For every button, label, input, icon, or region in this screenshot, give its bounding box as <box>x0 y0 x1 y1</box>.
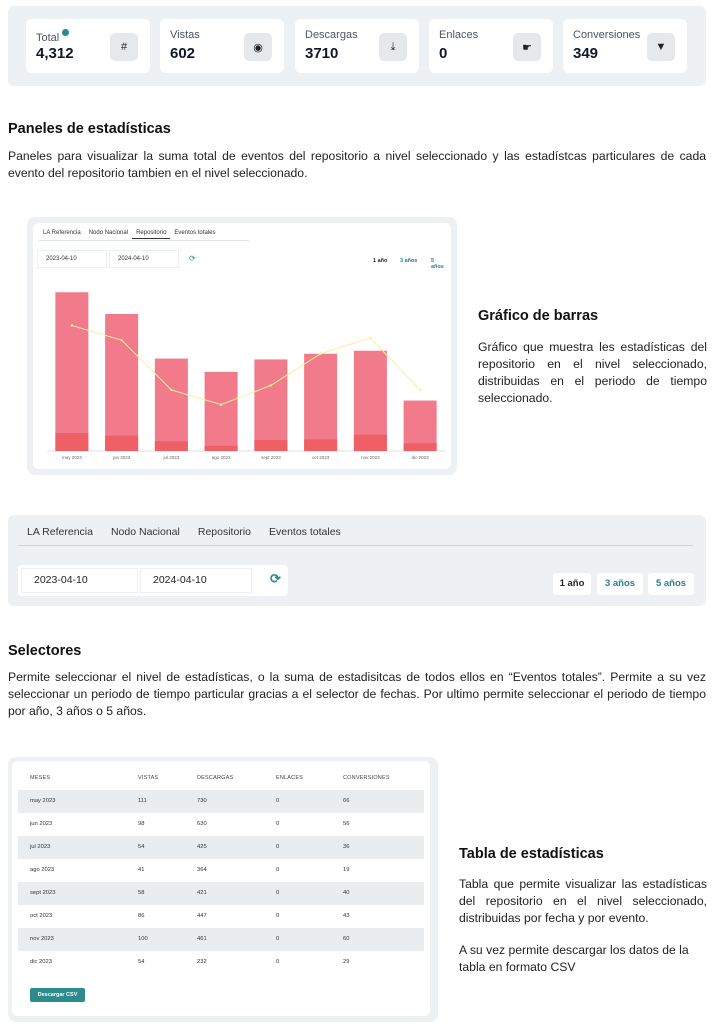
bar-secondary <box>155 441 188 451</box>
stat-label-text: Enlaces <box>439 29 479 41</box>
x-tick-label: may 2023 <box>61 455 82 460</box>
level-tabs <box>18 524 350 546</box>
pointer-icon[interactable]: ☛ <box>513 33 541 61</box>
mini-period-5[interactable]: 5 años <box>427 256 451 272</box>
x-tick-label: dic 2023 <box>411 455 429 460</box>
date-range-picker <box>18 565 288 596</box>
tabs-divider <box>18 545 693 546</box>
stat-value: 349 <box>573 45 599 62</box>
bar-secondary <box>205 446 238 451</box>
period-3-years-button[interactable]: 3 años <box>597 573 643 595</box>
table-cell: 0 <box>276 913 280 919</box>
table-row <box>18 790 424 813</box>
table-cell: jul 2023 <box>30 844 51 850</box>
info-icon[interactable] <box>62 29 69 36</box>
stat-value: 602 <box>170 45 196 62</box>
bar-primary <box>55 292 88 451</box>
bars-title: Gráfico de barras <box>478 308 599 324</box>
table-cell: 60 <box>343 936 350 942</box>
stat-label <box>573 29 640 41</box>
table-cell: ago 2023 <box>30 867 55 873</box>
bar-secondary <box>304 439 337 451</box>
trend-point <box>419 389 421 391</box>
stat-card-total <box>26 19 150 73</box>
table-cell: sept 2023 <box>30 890 56 896</box>
x-tick-label: nov 2023 <box>361 455 380 460</box>
mini-tab-repositorio[interactable]: Repositorio <box>132 228 170 239</box>
table-title: Tabla de estadísticas <box>459 846 604 862</box>
table-cell: nov 2023 <box>30 936 54 942</box>
refresh-icon[interactable]: ⟳ <box>270 571 281 586</box>
bar-chart-card <box>33 223 451 469</box>
bar-primary <box>254 359 287 451</box>
table-row <box>18 951 424 974</box>
trend-point <box>319 353 321 355</box>
stat-card-enlaces <box>429 19 553 73</box>
period-1-year-button[interactable]: 1 año <box>553 573 591 595</box>
mini-period-1[interactable]: 1 año <box>369 256 391 266</box>
eye-icon[interactable]: ◉ <box>244 33 272 61</box>
table-cell: 630 <box>197 821 207 827</box>
stat-label-text: Descargas <box>305 29 358 41</box>
stat-value: 4,312 <box>36 45 74 62</box>
table-row <box>18 882 424 905</box>
stat-value: 3710 <box>305 45 339 62</box>
mini-date-from[interactable]: 2023-04-10 <box>37 250 107 268</box>
tab-nodo-nacional[interactable]: Nodo Nacional <box>110 526 180 538</box>
mini-refresh-icon[interactable]: ⟳ <box>189 254 196 263</box>
table-cell: 56 <box>343 821 350 827</box>
bars-description: Gráfico que muestra les estadísticas del repositorio en el nivel seleccionado, distribuidas en el periodo de tiempo seleccionado. <box>478 340 707 405</box>
table-cell: 421 <box>197 890 207 896</box>
table-cell: 58 <box>138 890 145 896</box>
stat-value: 0 <box>439 45 448 62</box>
bar-chart-preview <box>27 217 457 475</box>
table-cell: 36 <box>343 844 350 850</box>
trend-point <box>71 324 73 326</box>
table-cell: 100 <box>138 936 148 942</box>
table-cell: jun 2023 <box>30 821 53 827</box>
table-description: Tabla que permite visualizar las estadísticas del repositorio en el nivel seleccionado, distribuidas por fecha y por evento. <box>459 877 707 925</box>
table-row <box>18 928 424 951</box>
bar-secondary <box>55 433 88 451</box>
table-header[interactable]: ENLACES <box>276 775 304 781</box>
table-cell: 54 <box>138 959 145 965</box>
table-header[interactable]: MESES <box>30 775 51 781</box>
mini-tab-eventos-totales[interactable]: Eventos totales <box>174 230 216 236</box>
table-header[interactable]: CONVERSIONES <box>343 775 390 781</box>
period-5-years-button[interactable]: 5 años <box>648 573 694 595</box>
bar-primary <box>205 372 238 451</box>
selectors-title: Selectores <box>8 643 82 659</box>
selectors-description: Permite seleccionar el nivel de estadísticas, o la suma de estadisitcas de todos ellos en “Eventos totales”. Permite a su vez seleccionar un periodo de tiempo particular gracias a el selector de fechas. Por ultimo permite seleccionar el periodo de tiempo por año, 3 años o 5 años. <box>8 670 706 718</box>
table-row <box>18 813 424 836</box>
download-file-icon[interactable]: ⤓ <box>379 33 407 61</box>
bar-secondary <box>254 440 287 451</box>
table-cell: may 2023 <box>30 798 56 804</box>
stats-table-card <box>12 761 430 1016</box>
bar-secondary <box>105 436 138 451</box>
mini-level-tabs <box>39 228 219 239</box>
stat-label <box>305 29 358 41</box>
table-cell: 447 <box>197 913 207 919</box>
table-cell: 0 <box>276 844 280 850</box>
x-tick-label: oct 2023 <box>311 455 330 460</box>
table-cell: 0 <box>276 798 280 804</box>
table-cell: 0 <box>276 867 280 873</box>
table-cell: 86 <box>138 913 145 919</box>
mini-tab-la-referencia[interactable]: LA Referencia <box>43 230 81 236</box>
table-row <box>18 859 424 882</box>
stat-card-vistas <box>160 19 284 73</box>
table-row <box>18 836 424 859</box>
bar-primary <box>155 359 188 451</box>
stat-card-conversiones <box>563 19 687 73</box>
table-cell: 364 <box>197 867 207 873</box>
tab-la-referencia[interactable]: LA Referencia <box>27 526 93 538</box>
table-cell: 0 <box>276 890 280 896</box>
trend-point <box>369 337 371 339</box>
bar-primary <box>105 314 138 451</box>
stats-table-preview <box>8 757 438 1022</box>
table-cell: 40 <box>343 890 350 896</box>
table-cell: 29 <box>343 959 350 965</box>
stat-label-text: Total <box>36 32 60 44</box>
stats-panel <box>8 6 706 86</box>
table-cell: 54 <box>138 844 145 850</box>
panels-description: Paneles para visualizar la suma total de eventos del repositorio a nivel seleccionado y las estadístcas particulares de cada evento del repositorio tambien en el nivel seleccionado. <box>8 149 706 180</box>
mini-period-3[interactable]: 3 años <box>396 256 421 266</box>
table-cell: 232 <box>197 959 207 965</box>
mini-tab-nodo-nacional[interactable]: Nodo Nacional <box>88 230 129 236</box>
bar-primary <box>304 354 337 451</box>
table-cell: 0 <box>276 821 280 827</box>
table-csv-description: A su vez permite descargar los datos de la tabla en formato CSV <box>459 943 689 974</box>
table-cell: 0 <box>276 959 280 965</box>
hash-icon[interactable]: # <box>110 33 138 61</box>
table-cell: 425 <box>197 844 207 850</box>
mini-tabs-divider <box>39 240 249 241</box>
table-cell: 41 <box>138 867 145 873</box>
table-cell: 0 <box>276 936 280 942</box>
tab-eventos-totales[interactable]: Eventos totales <box>268 526 341 538</box>
stat-label-text: Conversiones <box>573 29 641 41</box>
table-header[interactable]: DESCARGAS <box>197 775 234 781</box>
trend-point <box>120 339 122 341</box>
trend-point <box>170 389 172 391</box>
table-cell: 461 <box>197 936 207 942</box>
table-row <box>18 905 424 928</box>
trend-point <box>220 403 222 405</box>
table-cell: 43 <box>343 913 350 919</box>
bar-secondary <box>404 443 437 451</box>
date-to-input[interactable]: 2024-04-10 <box>140 568 252 593</box>
table-cell: 19 <box>343 867 350 873</box>
stat-label <box>36 29 69 44</box>
x-tick-label: jul 2023 <box>163 455 180 460</box>
table-cell: 66 <box>343 798 350 804</box>
stat-label <box>439 29 478 41</box>
bar-secondary <box>354 435 387 451</box>
table-header[interactable]: VISTAS <box>138 775 159 781</box>
bar-chart <box>33 269 451 469</box>
x-tick-label: sept 2023 <box>260 455 281 460</box>
stat-label <box>170 29 200 41</box>
x-tick-label: jun 2023 <box>112 455 131 460</box>
table-cell: oct 2023 <box>30 913 53 919</box>
table-cell: 98 <box>138 821 145 827</box>
table-cell: dic 2023 <box>30 959 52 965</box>
panels-title: Paneles de estadísticas <box>8 121 171 137</box>
mini-date-to[interactable]: 2024-04-10 <box>109 250 179 268</box>
filter-icon[interactable]: ▼ <box>647 33 675 61</box>
trend-point <box>270 384 272 386</box>
x-tick-label: ago 2023 <box>211 455 231 460</box>
table-cell: 730 <box>197 798 207 804</box>
selector-panel <box>8 515 706 606</box>
stat-card-descargas <box>295 19 419 73</box>
stat-label-text: Vistas <box>170 29 200 41</box>
tab-repositorio[interactable]: Repositorio <box>189 524 260 546</box>
download-csv-button[interactable]: Descargar CSV <box>30 988 85 1002</box>
date-from-input[interactable]: 2023-04-10 <box>21 568 138 593</box>
table-cell: 111 <box>138 798 147 804</box>
